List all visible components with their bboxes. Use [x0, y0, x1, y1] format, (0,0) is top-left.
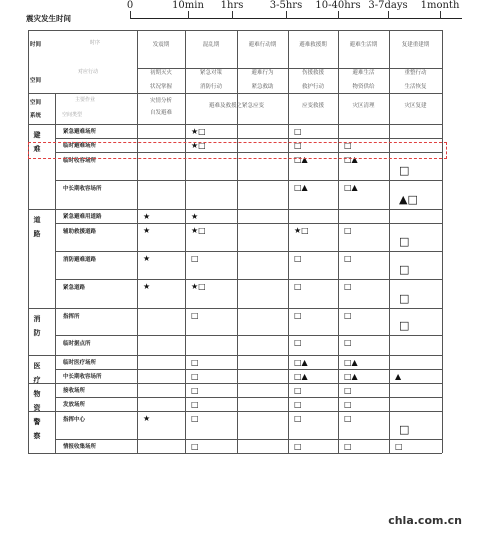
timeline-tick [440, 11, 441, 19]
cell-mark: □▲ [294, 372, 308, 381]
row-divider [55, 180, 442, 181]
cell-mark: □ [294, 254, 302, 263]
row-divider [28, 355, 442, 356]
cell-mark: □ [344, 254, 352, 263]
phase-label: 混乱期 [202, 42, 220, 48]
action-label: 重整行动 [404, 70, 427, 76]
action-label: 伤援救援 [301, 70, 324, 76]
cell-mark: □ [399, 292, 410, 305]
timeline-tick [338, 11, 339, 19]
row-divider [28, 209, 442, 210]
cell-mark: □▲ [294, 183, 308, 192]
cell-mark: □ [294, 311, 302, 320]
cell-mark: ★ [143, 212, 151, 221]
cell-mark: □ [344, 141, 352, 150]
cell-mark: □ [294, 386, 302, 395]
table-border-top [28, 30, 442, 31]
cell-mark: □ [294, 442, 302, 451]
action-label: 生活恢复 [404, 84, 427, 90]
cell-mark: □ [344, 226, 352, 235]
work-label: 自发避难 [149, 110, 172, 116]
phase-label: 复建重建期 [401, 42, 430, 48]
phase-label: 避难行动期 [248, 42, 277, 48]
cell-mark: ▲ [395, 372, 402, 381]
timeline-tick [130, 11, 131, 19]
timeline-tick-label: 1hrs [220, 0, 244, 11]
group-label: 资 [33, 404, 41, 412]
work-label: 应变救援 [301, 103, 324, 109]
row-label: 情报收集场所 [63, 444, 97, 450]
header-space-type: 空间类型 [62, 112, 83, 118]
column-divider [185, 30, 186, 453]
watermark: chla.com.cn [388, 514, 462, 527]
phase-label: 避难生活期 [349, 42, 378, 48]
group-label: 道 [33, 216, 41, 224]
phase-label: 发震期 [152, 42, 170, 48]
cell-mark: □ [191, 400, 199, 409]
action-label: 避难行为 [251, 70, 274, 76]
phase-label: 避难救援期 [299, 42, 327, 48]
action-label: 避难生活 [352, 70, 375, 76]
timeline-tick [232, 11, 233, 19]
timeline-tick-label: 10min [172, 0, 204, 11]
cell-mark: □ [344, 311, 352, 320]
timeline-tick-label: 3-5hrs [269, 0, 303, 11]
group-label: 难 [33, 145, 41, 153]
row-divider [55, 279, 442, 280]
header-divider [28, 124, 442, 125]
row-label: 中长期收容场所 [63, 186, 102, 192]
timeline-tick [388, 11, 389, 19]
group-label: 防 [33, 329, 41, 337]
table-border-bottom [28, 453, 442, 454]
cell-mark: □ [191, 358, 199, 367]
column-divider [338, 30, 339, 453]
row-divider [55, 369, 442, 370]
cell-mark: ★ [143, 282, 151, 291]
cell-mark: □ [191, 442, 199, 451]
cell-mark: □ [344, 442, 352, 451]
row-label: 临时医疗场所 [63, 360, 97, 366]
cell-mark: □ [191, 386, 199, 395]
cell-mark: ★ [143, 414, 151, 423]
action-label: 状况掌握 [149, 84, 172, 90]
table-border-right [442, 30, 443, 453]
row-label: 指挥所 [63, 314, 80, 320]
cell-mark: □ [294, 127, 302, 136]
cell-mark: □ [191, 254, 199, 263]
cell-mark: ★□ [191, 226, 206, 235]
cell-mark: □▲ [294, 155, 308, 164]
column-divider [237, 30, 238, 453]
action-label: 救护行动 [301, 84, 324, 90]
cell-mark: □▲ [344, 372, 358, 381]
timeline-tick [286, 11, 287, 19]
timeline-axis [130, 18, 462, 19]
row-label: 临时据点所 [63, 341, 91, 347]
row-divider [55, 335, 442, 336]
row-label: 指挥中心 [63, 417, 86, 423]
group-label: 警 [33, 418, 41, 426]
cell-mark: □▲ [344, 155, 358, 164]
work-label: 灾情分析 [149, 98, 172, 104]
row-label: 临时避难场所 [63, 143, 97, 149]
work-label: 避难及救援之紧急应变 [208, 103, 264, 109]
header-action-label: 对应行动 [78, 69, 99, 75]
row-label: 紧急道路 [63, 285, 86, 291]
cell-mark: ▲□ [399, 193, 418, 206]
header-phase-label: 时序 [90, 40, 101, 46]
row-divider [28, 308, 442, 309]
timeline-tick-label: 0 [126, 0, 134, 11]
column-divider [137, 30, 138, 453]
group-label: 疗 [33, 376, 41, 384]
cell-mark: □ [294, 282, 302, 291]
row-label: 辅助救援道路 [63, 229, 97, 235]
cell-mark: ★□ [294, 226, 309, 235]
action-label: 消防行动 [199, 84, 222, 90]
cell-mark: □ [344, 282, 352, 291]
cell-mark: □ [399, 423, 410, 436]
row-divider [55, 397, 442, 398]
header-system-label: 空间 [30, 100, 42, 106]
cell-mark: □ [344, 338, 352, 347]
row-label: 中长期收容场所 [63, 374, 102, 380]
cell-mark: □ [294, 414, 302, 423]
row-divider [55, 223, 442, 224]
action-label: 紧急对策 [199, 70, 222, 76]
group-label: 消 [33, 315, 41, 323]
header-space-label: 空间 [30, 78, 42, 84]
row-divider [28, 383, 442, 384]
cell-mark: □ [395, 442, 403, 451]
header-divider [28, 93, 442, 94]
action-label: 紧急救助 [251, 84, 274, 90]
group-label: 物 [33, 390, 41, 398]
cell-mark: □ [191, 372, 199, 381]
cell-mark: ★ [143, 226, 151, 235]
work-label: 灾区复建 [404, 103, 427, 109]
highlight-box [28, 142, 447, 159]
cell-mark: □▲ [344, 358, 358, 367]
cell-mark: □ [191, 414, 199, 423]
cell-mark: □ [399, 235, 410, 248]
row-divider [55, 251, 442, 252]
cell-mark: □ [344, 386, 352, 395]
group-label: 医 [33, 362, 41, 370]
cell-mark: □ [294, 338, 302, 347]
header-time-label: 时间 [30, 42, 42, 48]
header-main-work: 主要作业 [75, 97, 96, 103]
cell-mark: ★□ [191, 141, 206, 150]
row-label: 临时收容场所 [63, 158, 97, 164]
cell-mark: □ [399, 319, 410, 332]
cell-mark: □ [294, 400, 302, 409]
cell-mark: ★□ [191, 282, 206, 291]
cell-mark: □▲ [294, 358, 308, 367]
row-label: 紧急避难用道路 [63, 214, 102, 220]
cell-mark: □▲ [344, 183, 358, 192]
row-divider [28, 411, 442, 412]
work-label: 灾区清理 [352, 103, 375, 109]
action-label: 物资供给 [352, 84, 375, 90]
cell-mark: ★ [143, 254, 151, 263]
group-label: 避 [33, 131, 41, 139]
timeline-tick-label: 1month [420, 0, 460, 11]
cell-mark: ★□ [191, 127, 206, 136]
row-label: 紧急避难场所 [63, 129, 97, 135]
cell-mark: □ [344, 400, 352, 409]
timeline-tick [188, 11, 189, 19]
cell-mark: □ [191, 311, 199, 320]
timeline-tick-label: 10-40hrs [315, 0, 361, 11]
row-divider [55, 439, 442, 440]
timeline-tick-label: 3-7days [368, 0, 408, 11]
group-label: 路 [33, 230, 41, 238]
cell-mark: □ [399, 263, 410, 276]
row-label: 接收场所 [63, 388, 86, 394]
row-label: 发放场所 [63, 402, 86, 408]
column-divider [288, 30, 289, 453]
group-label: 察 [33, 432, 41, 440]
header-system-label: 系统 [30, 113, 42, 119]
row-divider [55, 138, 442, 139]
timeline-title: 震灾发生时间 [26, 14, 71, 23]
cell-mark: ★ [191, 212, 199, 221]
column-divider [389, 30, 390, 453]
action-label: 初期灭火 [149, 70, 172, 76]
cell-mark: □ [294, 141, 302, 150]
cell-mark: □ [344, 414, 352, 423]
row-label: 消防避难道路 [63, 257, 97, 263]
cell-mark: □ [399, 164, 410, 177]
